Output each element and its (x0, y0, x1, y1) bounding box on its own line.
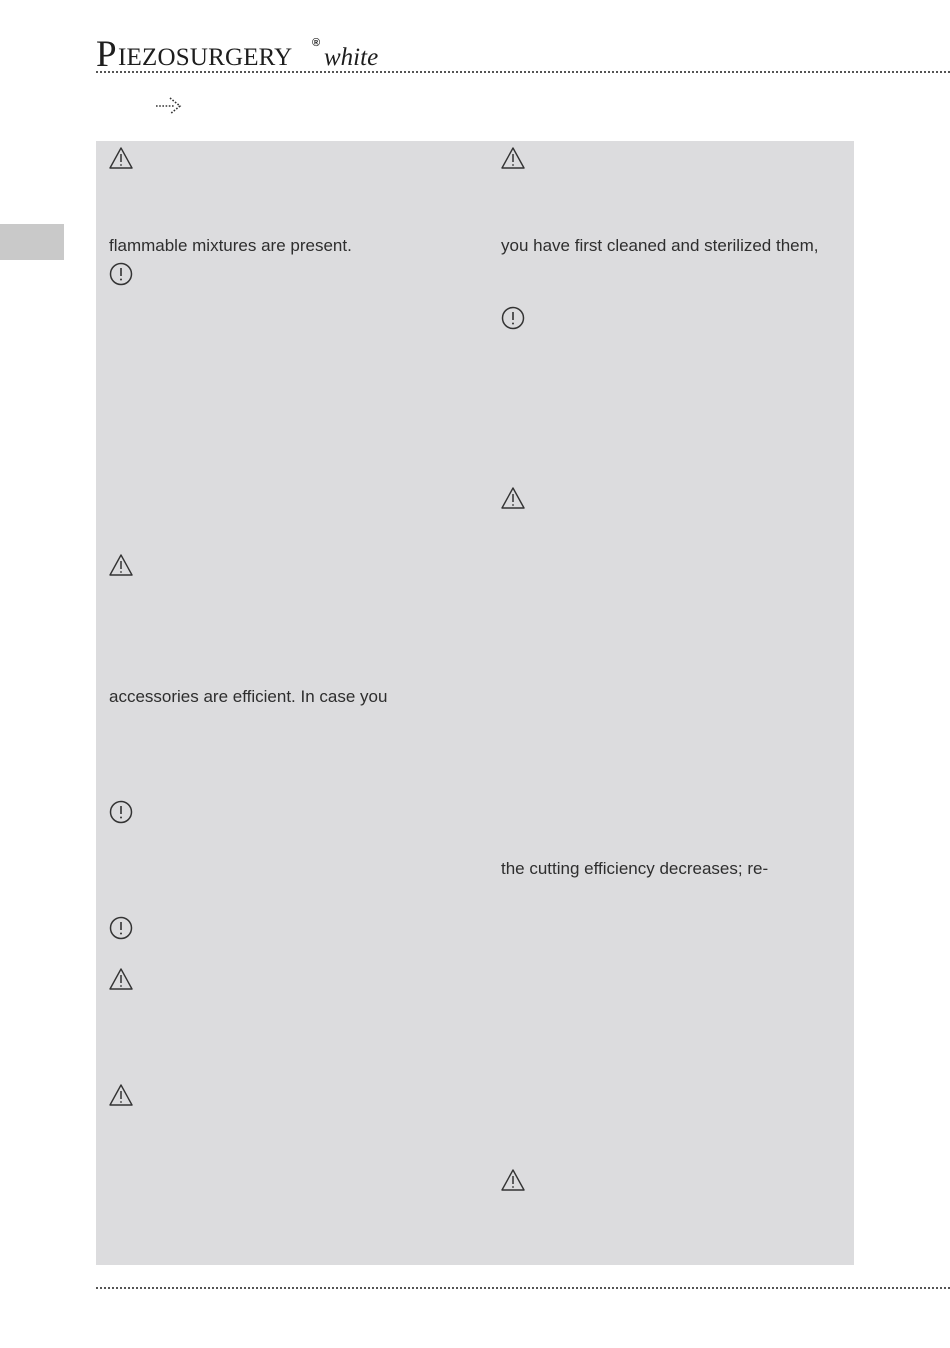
warning-icon (108, 1082, 134, 1108)
left-text-line-2: accessories are efficient. In case you (109, 687, 388, 706)
warning-icon (500, 145, 526, 171)
warning-icon (108, 145, 134, 171)
brand-initial: P (96, 34, 117, 75)
warning-icon (500, 1167, 526, 1193)
chapter-tab (0, 224, 64, 260)
registered-mark: ® (312, 37, 321, 49)
dotted-arrow-icon (155, 95, 183, 117)
brand-variant: white (324, 44, 379, 71)
caution-icon (108, 261, 134, 287)
caution-icon (108, 915, 134, 941)
caution-icon (108, 799, 134, 825)
left-text-line-1: flammable mixtures are present. (109, 236, 352, 255)
brand-name: IEZOSURGERY (118, 44, 293, 71)
footer-divider (96, 1287, 950, 1289)
warning-icon (108, 552, 134, 578)
warning-icon (500, 485, 526, 511)
content-panel (96, 141, 854, 1265)
header-divider (96, 71, 950, 73)
warning-icon (108, 966, 134, 992)
right-text-line-1: you have first cleaned and sterilized them, (501, 236, 819, 255)
right-text-line-2: the cutting efficiency decreases; re- (501, 859, 769, 878)
caution-icon (500, 305, 526, 331)
